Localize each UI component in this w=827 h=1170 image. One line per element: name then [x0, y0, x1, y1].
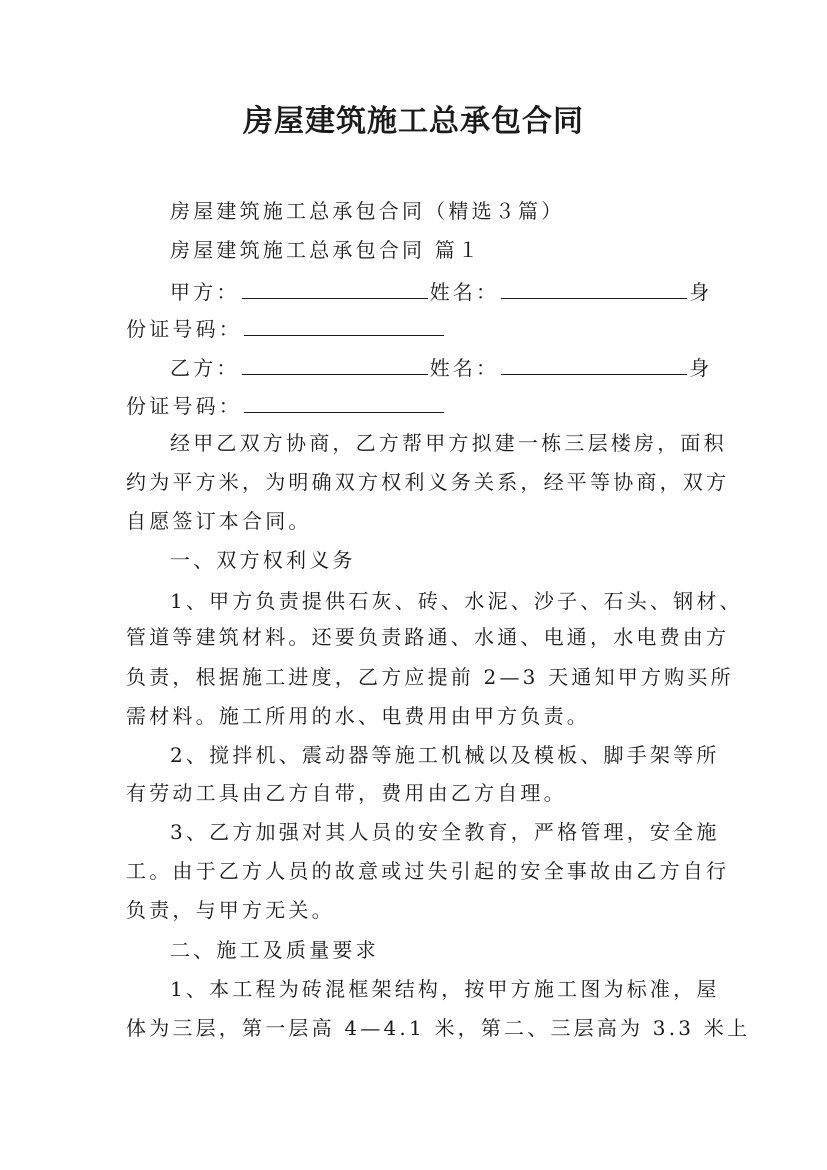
- body-line: 工。由于乙方人员的故意或过失引起的安全事故由乙方自行: [126, 859, 730, 883]
- body-line: 1、甲方负责提供石灰、砖、水泥、沙子、石头、钢材、: [170, 589, 743, 613]
- party-a-trail: 身: [689, 280, 713, 304]
- body-line: 有劳动工具由乙方自带，费用由乙方自理。: [126, 781, 567, 805]
- party-a-id-line: [126, 313, 446, 344]
- party-b-id-blank: [244, 390, 444, 413]
- body-line: 1、本工程为砖混框架结构，按甲方施工图为标准，屋: [170, 977, 720, 1001]
- section-heading: 二、施工及质量要求: [170, 938, 379, 962]
- party-b-line: [170, 352, 712, 383]
- document-title: 房屋建筑施工总承包合同: [243, 104, 584, 139]
- party-b-id-line: [126, 390, 446, 421]
- section-heading: 一、双方权利义务: [170, 548, 356, 572]
- party-a-blank: [242, 276, 428, 299]
- party-b-id-label: 份证号码：: [126, 394, 242, 418]
- party-b-name-label: 姓名：: [429, 356, 500, 380]
- body-line: 约为平方米，为明确双方权利义务关系，经平等协商，双方: [126, 470, 730, 494]
- party-b-blank: [242, 352, 428, 375]
- party-a-name-label: 姓名：: [429, 280, 500, 304]
- party-a-id-label: 份证号码：: [126, 317, 242, 341]
- party-b-name-blank: [501, 352, 687, 375]
- body-line: 负责，根据施工进度，乙方应提前 2—3 天通知甲方购买所: [126, 665, 734, 689]
- document-subtitle: 房屋建筑施工总承包合同（精选３篇）: [170, 199, 565, 223]
- body-line: 2、搅拌机、震动器等施工机械以及模板、脚手架等所: [170, 743, 720, 767]
- body-line: 自愿签订本合同。: [126, 509, 312, 533]
- party-a-label: 甲方：: [170, 280, 240, 304]
- party-a-name-blank: [501, 276, 687, 299]
- body-line: 体为三层，第一层高 4—4.1 米，第二、三层高为 3.3 米上: [126, 1016, 751, 1040]
- body-line: 需材料。施工所用的水、电费用由甲方负责。: [126, 704, 590, 728]
- body-line: 负责，与甲方无关。: [126, 898, 335, 922]
- body-line: 经甲乙双方协商，乙方帮甲方拟建一栋三层楼房，面积: [170, 431, 727, 455]
- party-a-id-blank: [244, 313, 444, 336]
- chapter-heading: 房屋建筑施工总承包合同 篇１: [170, 238, 482, 262]
- party-b-label: 乙方：: [170, 356, 240, 380]
- body-line: 3、乙方加强对其人员的安全教育，严格管理，安全施: [170, 820, 720, 844]
- body-line: 管道等建筑材料。还要负责路通、水通、电通，水电费由方: [126, 625, 730, 649]
- party-b-trail: 身: [689, 356, 713, 380]
- party-a-line: [170, 276, 712, 307]
